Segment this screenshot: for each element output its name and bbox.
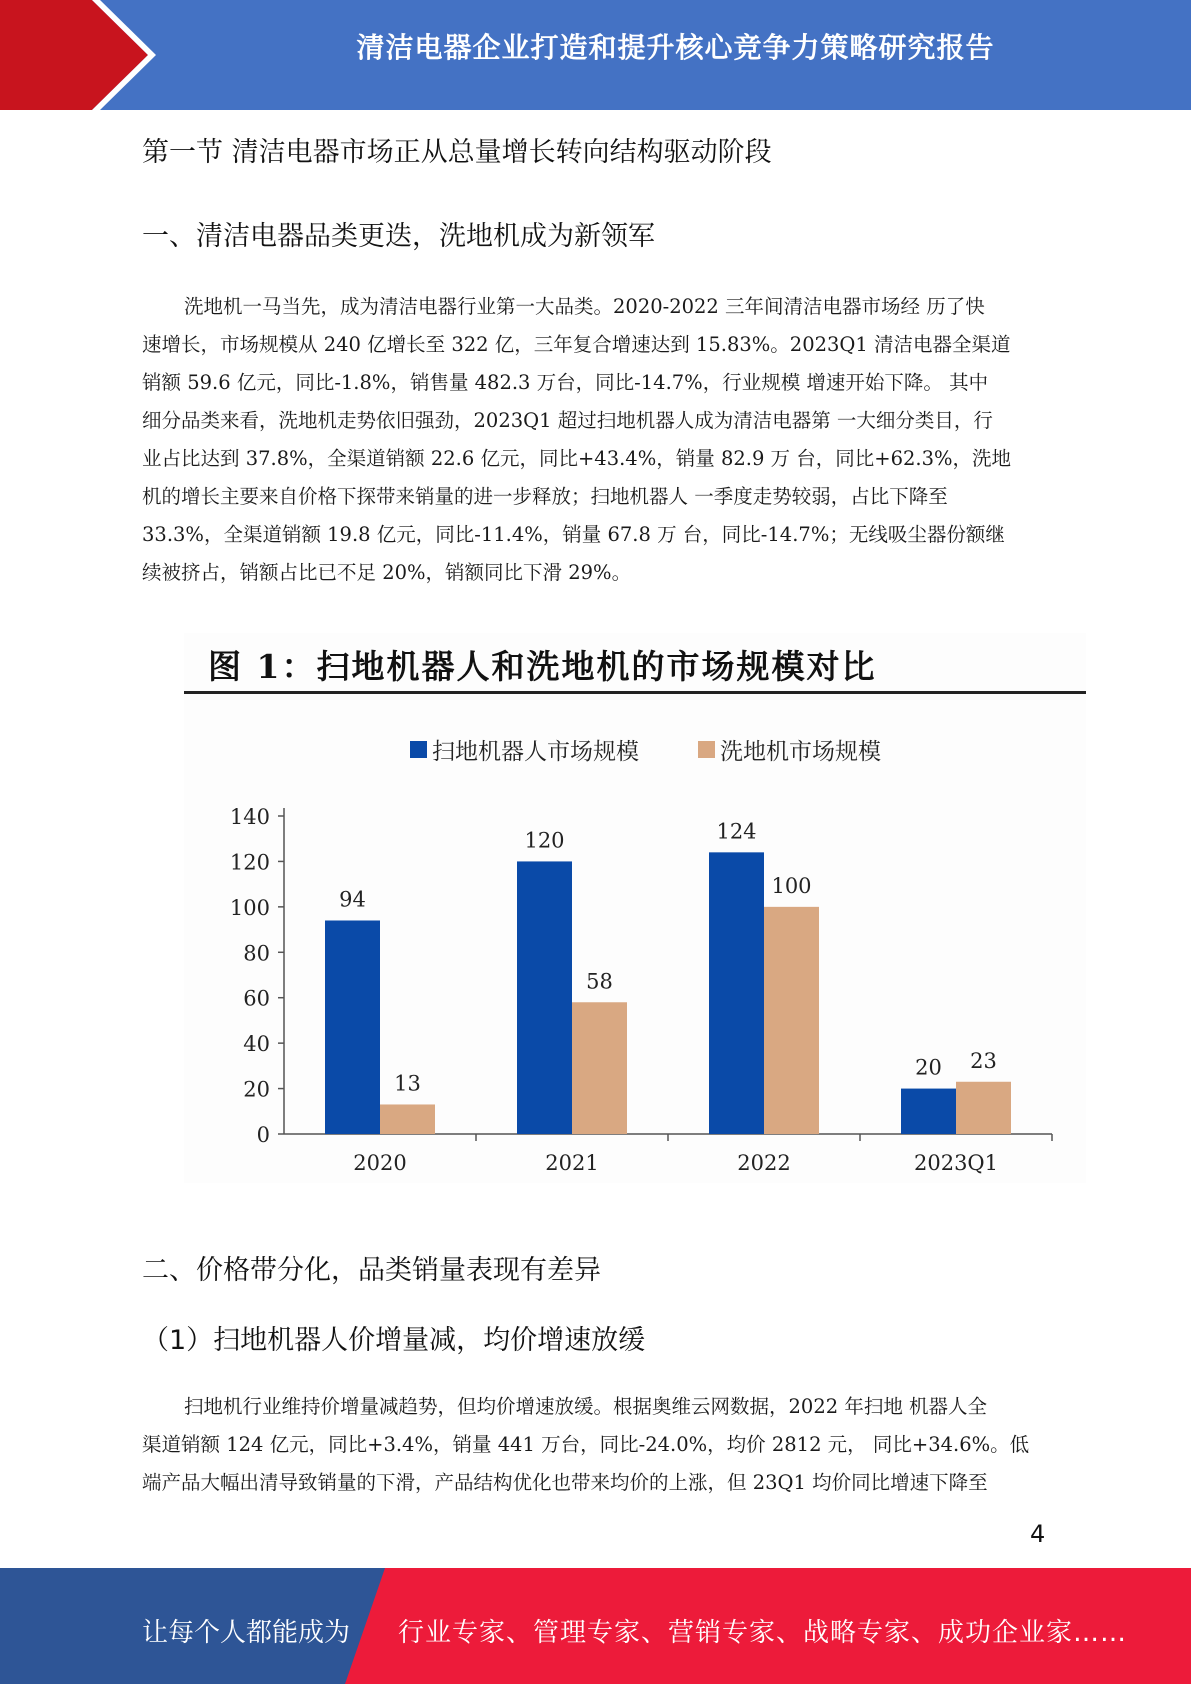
- chart-figure: [184, 633, 1086, 1183]
- bar-scrubber: [572, 1002, 627, 1134]
- paragraph-line: 业占比达到 37.8%，全渠道销额 22.6 亿元，同比+43.4%，销量 82.9 万 台，同比+62.3%，洗地: [142, 447, 1012, 470]
- page-number: 4: [1030, 1520, 1046, 1548]
- page-header: [0, 0, 1191, 110]
- y-tick-label: 40: [243, 1032, 270, 1057]
- legend-label-robot: 扫地机器人市场规模: [432, 739, 639, 765]
- paragraph-line: 渠道销额 124 亿元，同比+3.4%，销量 441 万台，同比-24.0%，均价 2812 元， 同比+34.6%。低: [142, 1433, 1030, 1456]
- x-tick-label: 2023Q1: [913, 1151, 999, 1175]
- data-label: 13: [394, 1071, 421, 1096]
- paragraph-line: 续被挤占，销额占比已不足 20%，销额同比下滑 29%。: [142, 561, 632, 584]
- bar-scrubber: [380, 1104, 435, 1134]
- paragraph-line: 扫地机行业维持价增量减趋势，但均价增速放缓。根据奥维云网数据，2022 年扫地 机器人全: [184, 1395, 988, 1418]
- y-tick-label: 140: [229, 805, 270, 829]
- paragraph-line: 33.3%，全渠道销额 19.8 亿元，同比-11.4%，销量 67.8 万 台，同比-14.7%；无线吸尘器份额继: [142, 523, 1005, 546]
- y-tick-label: 20: [243, 1077, 270, 1102]
- paragraph-line: 速增长，市场规模从 240 亿增长至 322 亿，三年复合增速达到 15.83%。2023Q1 清洁电器全渠道: [142, 333, 1011, 356]
- x-tick-label: 2021: [545, 1151, 599, 1175]
- y-tick-label: 100: [229, 895, 270, 920]
- subsection-title-2: 二、价格带分化，品类销量表现有差异: [142, 1255, 601, 1286]
- y-tick-label: 80: [243, 941, 270, 966]
- paragraph-line: 洗地机一马当先，成为清洁电器行业第一大品类。2020-2022 三年间清洁电器市场经 历了快: [184, 295, 985, 318]
- bar-scrubber: [764, 907, 819, 1134]
- bar-robot: [325, 920, 380, 1134]
- bar-robot: [901, 1089, 956, 1134]
- page-footer: [0, 1568, 1191, 1684]
- y-tick-label: 120: [229, 850, 270, 875]
- data-label: 120: [524, 828, 565, 853]
- data-label: 58: [586, 969, 613, 994]
- paragraph-line: 细分品类来看，洗地机走势依旧强劲，2023Q1 超过扫地机器人成为清洁电器第 一大细分类目，行: [142, 409, 993, 432]
- paragraph-line: 端产品大幅出清导致销量的下滑，产品结构优化也带来均价的上涨，但 23Q1 均价同比增速下降至: [142, 1471, 988, 1494]
- bar-robot: [709, 852, 764, 1134]
- data-label: 124: [716, 819, 757, 844]
- paragraph-line: 机的增长主要来自价格下探带来销量的进一步释放；扫地机器人 一季度走势较弱，占比下降至: [142, 485, 948, 508]
- x-tick-label: 2022: [737, 1151, 791, 1175]
- data-label: 94: [339, 887, 366, 912]
- subsection-title-3: （1）扫地机器人价增量减，均价增速放缓: [142, 1325, 646, 1356]
- x-tick-label: 2020: [353, 1151, 407, 1175]
- bar-chart: [184, 633, 1086, 1183]
- figure-title: 图 1：扫地机器人和洗地机的市场规模对比: [208, 647, 877, 686]
- bar-scrubber: [956, 1082, 1011, 1134]
- legend-label-scrubber: 洗地机市场规模: [720, 739, 881, 765]
- data-label: 20: [915, 1055, 942, 1080]
- data-label: 23: [970, 1048, 997, 1073]
- paragraph-2: [142, 1388, 1046, 1502]
- footer-slogan-left: 让每个人都能成为: [142, 1618, 351, 1648]
- section-title: 第一节 清洁电器市场正从总量增长转向结构驱动阶段: [142, 137, 772, 168]
- subsection-title-1: 一、清洁电器品类更迭，洗地机成为新领军: [142, 221, 655, 252]
- footer-slogan-right: 行业专家、管理专家、营销专家、战略专家、成功企业家……: [398, 1618, 1128, 1648]
- bar-robot: [517, 861, 572, 1134]
- y-tick-label: 60: [243, 986, 270, 1011]
- data-label: 100: [771, 873, 812, 898]
- paragraph-1: [142, 288, 1046, 592]
- y-tick-label: 0: [256, 1123, 270, 1147]
- paragraph-line: 销额 59.6 亿元，同比-1.8%，销售量 482.3 万台，同比-14.7%，行业规模 增速开始下降。 其中: [142, 371, 989, 394]
- report-title: 清洁电器企业打造和提升核心竞争力策略研究报告: [356, 31, 995, 64]
